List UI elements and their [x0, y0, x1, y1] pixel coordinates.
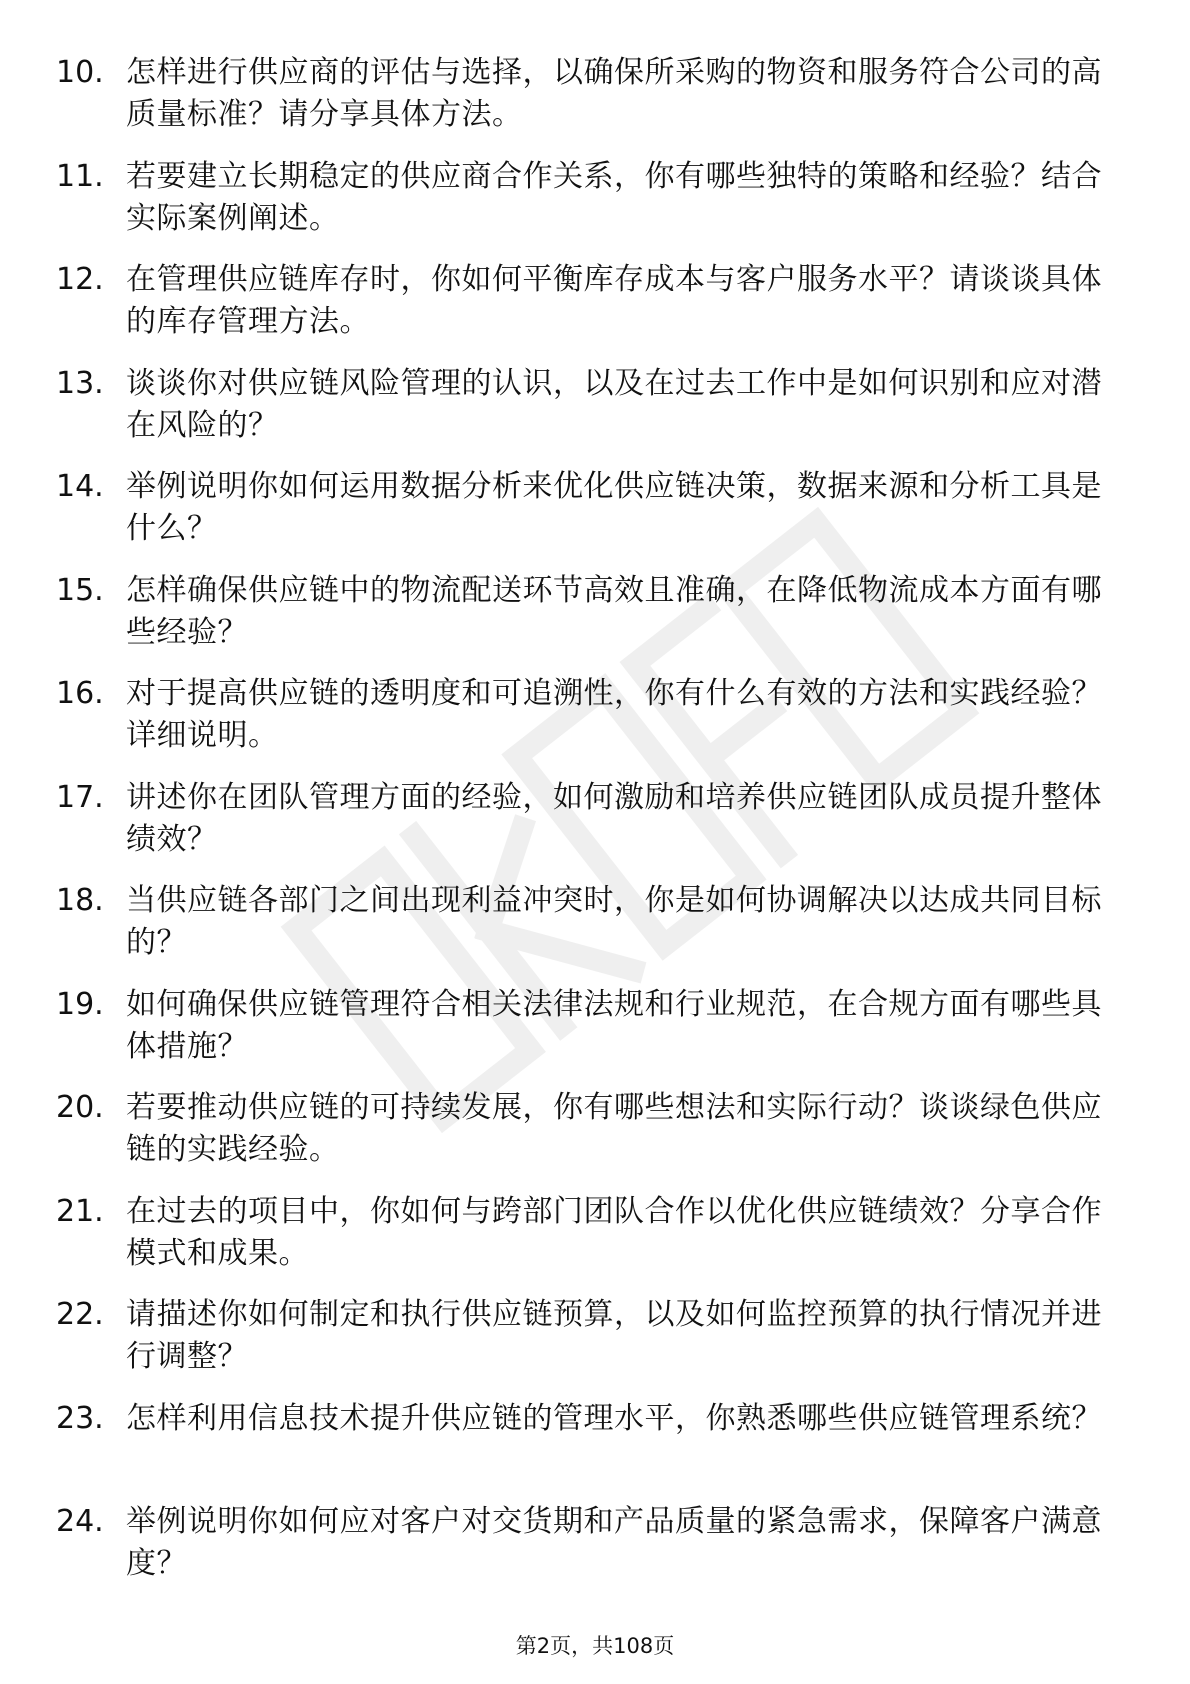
question-number: 21. [56, 1193, 104, 1229]
question-text: 怎样利用信息技术提升供应链的管理水平，你熟悉哪些供应链管理系统？ [126, 1400, 1102, 1436]
question-text: 讲述你在团队管理方面的经验，如何激励和培养供应链团队成员提升整体绩效？ [126, 779, 1102, 857]
question-text: 谈谈你对供应链风险管理的认识，以及在过去工作中是如何识别和应对潜在风险的？ [126, 365, 1102, 443]
question-number: 13. [56, 365, 104, 401]
question-text: 若要建立长期稳定的供应商合作关系，你有哪些独特的策略和经验？结合实际案例阐述。 [126, 158, 1102, 236]
question-item [56, 1398, 1116, 1502]
question-item [56, 570, 1116, 674]
question-number: 17. [56, 779, 104, 815]
question-item [56, 880, 1116, 984]
question-number: 10. [56, 55, 104, 90]
question-number: 19. [56, 986, 104, 1022]
question-text: 对于提高供应链的透明度和可追溯性，你有什么有效的方法和实践经验？详细说明。 [126, 676, 1102, 753]
question-text: 举例说明你如何应对客户对交货期和产品质量的紧急需求，保障客户满意度？ [126, 1504, 1102, 1581]
question-number: 15. [56, 572, 104, 608]
question-text: 请描述你如何制定和执行供应链预算，以及如何监控预算的执行情况并进行调整？ [126, 1297, 1102, 1374]
question-text: 若要推动供应链的可持续发展，你有哪些想法和实际行动？谈谈绿色供应链的实践经验。 [126, 1090, 1102, 1167]
page-footer: 第2页，共108页 [515, 1634, 675, 1658]
question-text: 怎样进行供应商的评估与选择，以确保所采购的物资和服务符合公司的高质量标准？请分享具体方法。 [126, 55, 1102, 132]
question-list [56, 52, 1116, 1605]
question-item [56, 259, 1116, 363]
question-number: 11. [56, 158, 104, 194]
question-item [56, 673, 1116, 777]
question-number: 22. [56, 1297, 104, 1332]
question-item [56, 363, 1116, 467]
question-text: 当供应链各部门之间出现利益冲突时，你是如何协调解决以达成共同目标的？ [126, 883, 1102, 960]
question-item [56, 1087, 1116, 1191]
question-text: 在过去的项目中，你如何与跨部门团队合作以优化供应链绩效？分享合作模式和成果。 [126, 1193, 1102, 1271]
question-item [56, 1191, 1116, 1295]
question-number: 20. [56, 1090, 104, 1125]
question-text: 怎样确保供应链中的物流配送环节高效且准确，在降低物流成本方面有哪些经验？ [126, 572, 1102, 650]
question-item [56, 1294, 1116, 1398]
question-item [56, 984, 1116, 1088]
question-number: 23. [56, 1400, 104, 1436]
question-number: 24. [56, 1504, 104, 1539]
question-number: 12. [56, 262, 104, 297]
question-item [56, 1501, 1116, 1605]
question-number: 16. [56, 676, 104, 711]
question-text: 在管理供应链库存时，你如何平衡库存成本与客户服务水平？请谈谈具体的库存管理方法。 [126, 262, 1102, 339]
question-item [56, 156, 1116, 260]
question-number: 14. [56, 469, 104, 504]
question-text: 举例说明你如何运用数据分析来优化供应链决策，数据来源和分析工具是什么？ [126, 469, 1102, 546]
question-text: 如何确保供应链管理符合相关法律法规和行业规范，在合规方面有哪些具体措施？ [126, 986, 1102, 1064]
question-number: 18. [56, 883, 104, 918]
question-item [56, 777, 1116, 881]
question-item [56, 466, 1116, 570]
question-item [56, 52, 1116, 156]
